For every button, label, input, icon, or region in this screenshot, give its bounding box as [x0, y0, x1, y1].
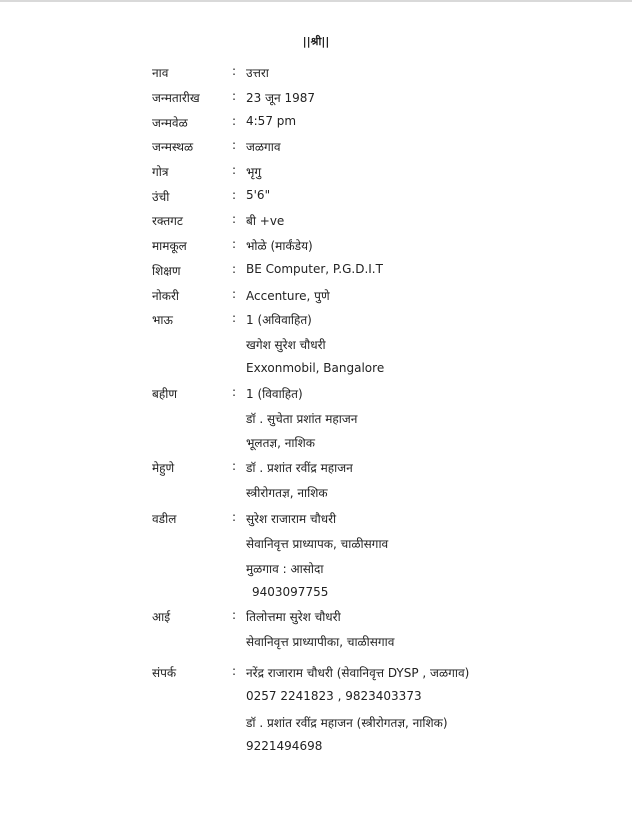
field-label: मेहुणे [152, 461, 175, 475]
field-row-job [0, 287, 632, 309]
field-row-sister [0, 385, 632, 407]
field-row-height [0, 188, 632, 210]
field-value: सेवानिवृत्त प्राध्यापक, चाळीसगाव [246, 537, 389, 551]
field-continuation [0, 560, 632, 582]
colon: : [232, 237, 237, 251]
field-continuation [0, 689, 632, 711]
colon: : [232, 608, 237, 622]
field-value: 9403097755 [252, 585, 329, 599]
field-label: जन्मतारीख [152, 91, 200, 105]
colon: : [232, 64, 237, 78]
field-label: बहीण [152, 387, 178, 401]
colon: : [232, 287, 237, 301]
field-continuation [0, 535, 632, 557]
field-value: तिलोत्तमा सुरेश चौधरी [246, 610, 341, 624]
field-continuation [0, 434, 632, 456]
field-continuation [0, 484, 632, 506]
field-row-blood-group [0, 212, 632, 234]
colon: : [232, 138, 237, 152]
field-label: नाव [152, 66, 169, 80]
colon: : [232, 385, 237, 399]
colon: : [232, 89, 237, 103]
field-label: आई [152, 610, 171, 624]
field-label: वडील [152, 512, 177, 526]
field-continuation [0, 714, 632, 736]
field-row-birthdate [0, 89, 632, 111]
field-continuation [0, 410, 632, 432]
colon: : [232, 459, 237, 473]
field-label: भाऊ [152, 313, 173, 327]
field-value: नरेंद्र राजाराम चौधरी (सेवानिवृत्त DYSP , जळगाव) [246, 666, 470, 680]
field-label: उंची [152, 190, 170, 204]
field-value: भोळे (मार्कंडेय) [246, 239, 313, 253]
field-value: 1 (विवाहित) [246, 387, 303, 401]
colon: : [232, 664, 237, 678]
field-value: डॉ . प्रशांत रवींद्र महाजन [246, 461, 353, 475]
field-value: Accenture, पुणे [246, 289, 330, 303]
field-label: संपर्क [152, 666, 177, 680]
field-continuation [0, 633, 632, 655]
field-row-mother [0, 608, 632, 630]
field-label: गोत्र [152, 165, 169, 179]
field-row-education [0, 262, 632, 284]
field-value: Exxonmobil, Bangalore [246, 361, 385, 375]
field-row-name [0, 64, 632, 86]
field-row-gotra [0, 163, 632, 185]
field-value: सेवानिवृत्त प्राध्यापीका, चाळीसगाव [246, 635, 395, 649]
field-row-brother [0, 311, 632, 333]
field-value: बी +ve [246, 214, 285, 228]
field-row-contact [0, 664, 632, 686]
colon: : [232, 188, 237, 202]
field-label: मामकूल [152, 239, 187, 253]
colon: : [232, 262, 237, 276]
field-value: भृगु [246, 165, 262, 179]
field-label: रक्तगट [152, 214, 183, 228]
field-row-father [0, 510, 632, 532]
colon: : [232, 212, 237, 226]
field-continuation [0, 361, 632, 383]
field-value: खगेश सुरेश चौधरी [246, 338, 326, 352]
field-row-maternal-family [0, 237, 632, 259]
field-value: उत्तरा [246, 66, 269, 80]
field-value: डॉ . प्रशांत रवींद्र महाजन (स्त्रीरोगतज्ञ, नाशिक) [246, 716, 448, 730]
colon: : [232, 510, 237, 524]
field-label: जन्मस्थळ [152, 140, 194, 154]
field-value: BE Computer, P.G.D.I.T [246, 262, 383, 276]
field-continuation [0, 739, 632, 761]
field-continuation [0, 336, 632, 358]
field-continuation [0, 585, 632, 607]
field-label: नोकरी [152, 289, 180, 303]
field-label: जन्मवेळ [152, 116, 188, 130]
field-value: स्त्रीरोगतज्ञ, नाशिक [246, 486, 328, 500]
field-value: 9221494698 [246, 739, 323, 753]
field-value: 23 जून 1987 [246, 91, 316, 105]
field-row-brother-in-law [0, 459, 632, 481]
field-value: सुरेश राजाराम चौधरी [246, 512, 337, 526]
shree-heading: ||श्री|| [302, 35, 330, 48]
field-value: डॉ . सुचेता प्रशांत महाजन [246, 412, 358, 426]
field-value: मुळगाव : आसोदा [246, 562, 324, 576]
field-label: शिक्षण [152, 264, 181, 278]
colon: : [232, 311, 237, 325]
field-value: 4:57 pm [246, 114, 297, 128]
field-value: 1 (अविवाहित) [246, 313, 312, 327]
field-row-birthtime [0, 114, 632, 136]
colon: : [232, 114, 237, 128]
field-value: जळगाव [246, 140, 281, 154]
top-border [0, 0, 632, 2]
field-value: भूलतज्ञ, नाशिक [246, 436, 315, 450]
colon: : [232, 163, 237, 177]
field-row-birthplace [0, 138, 632, 160]
field-value: 0257 2241823 , 9823403373 [246, 689, 422, 703]
field-value: 5'6" [246, 188, 271, 202]
